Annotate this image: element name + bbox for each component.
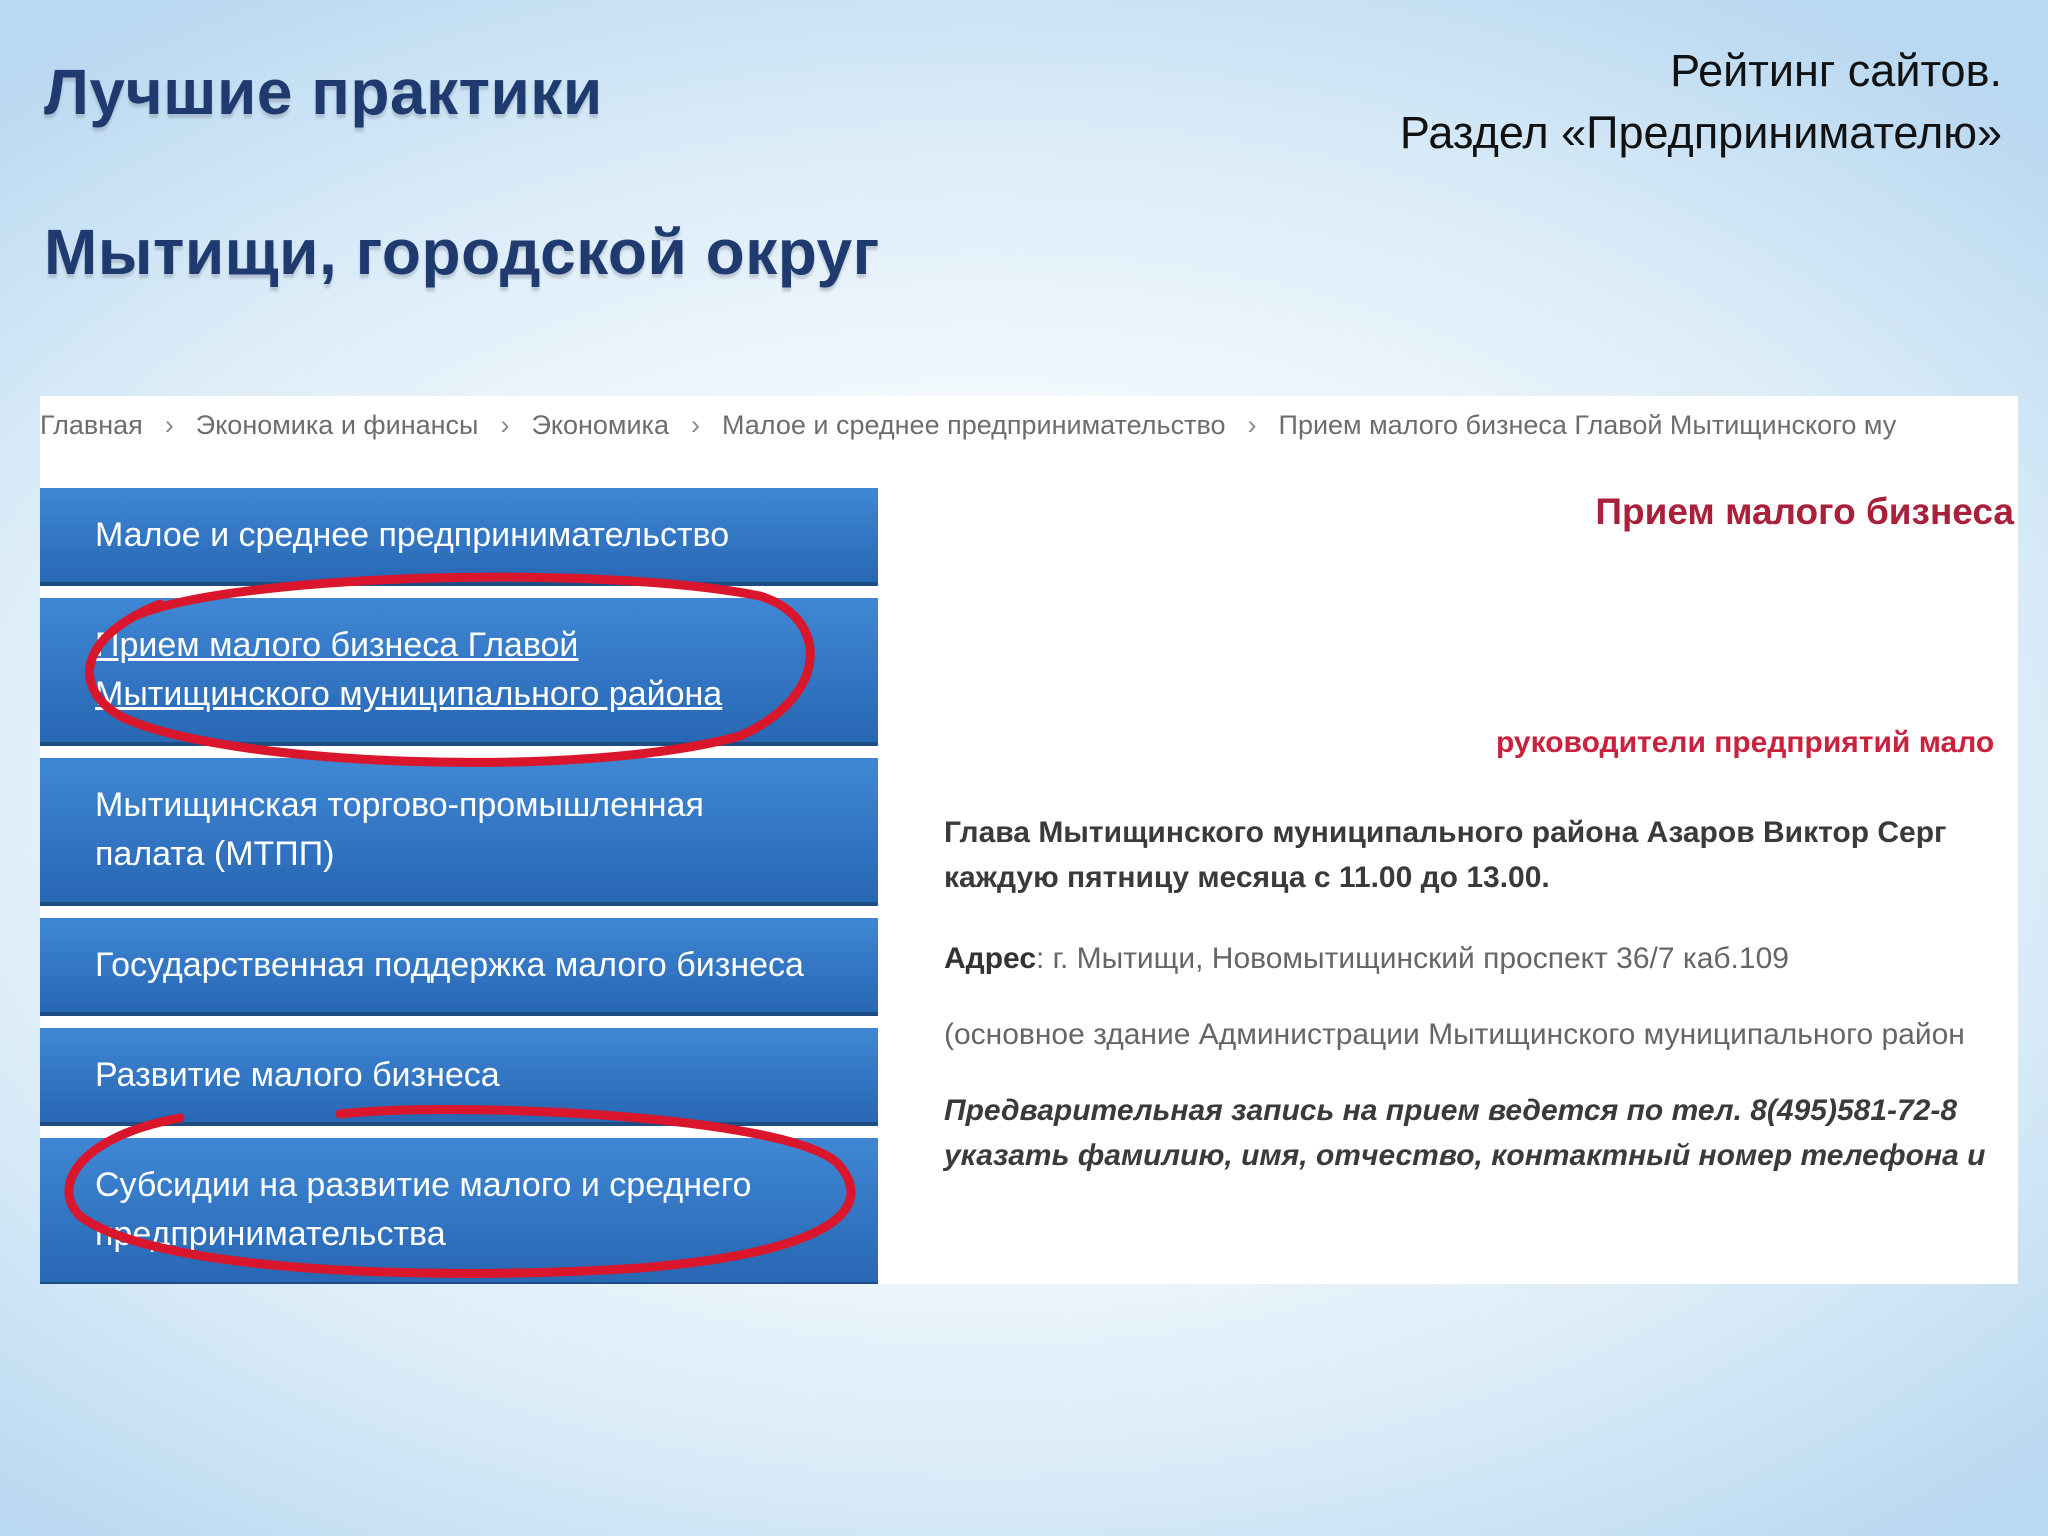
breadcrumb-home[interactable]: Главная	[40, 410, 143, 440]
chevron-right-icon: ›	[164, 410, 174, 440]
sidebar-item-label: Мытищинская торгово-промышленная	[95, 786, 704, 824]
breadcrumb-economy[interactable]: Экономика	[531, 410, 669, 440]
sidebar-menu	[40, 488, 878, 1284]
rating-caption	[1400, 40, 2002, 164]
sidebar-item-label: предпринимательства	[95, 1215, 446, 1253]
sidebar-item-label: Развитие малого бизнеса	[95, 1055, 500, 1094]
address-label: Адрес	[944, 942, 1037, 975]
sidebar-item-small-medium-business[interactable]	[40, 488, 878, 586]
head-info-line: каждую пятницу месяца с 11.00 до 13.00.	[944, 861, 1550, 894]
sidebar-item-label: палата (МТПП)	[95, 835, 335, 873]
slide-title: Лучшие практики	[44, 56, 603, 128]
rating-line-1: Рейтинг сайтов.	[1670, 45, 2002, 96]
content-subtitle: руководители предприятий мало	[1496, 726, 1995, 759]
sidebar-item-state-support[interactable]	[40, 918, 878, 1016]
chevron-right-icon: ›	[1247, 410, 1257, 440]
sidebar-item-label: Государственная поддержка малого бизнеса	[95, 945, 804, 984]
address-text: : г. Мытищи, Новомытищинский проспект 36/7 каб.109	[1036, 942, 1789, 975]
rating-line-2: Раздел «Предпринимателю»	[1399, 107, 2002, 158]
address	[944, 936, 1789, 981]
slide-subtitle: Мытищи, городской округ	[44, 216, 880, 288]
head-info-line: Глава Мытищинского муниципального района Азаров Виктор Серг	[944, 816, 1947, 849]
chevron-right-icon: ›	[500, 410, 510, 440]
content-title: Прием малого бизнеса	[1595, 491, 2014, 532]
appointment-info	[944, 1088, 1985, 1178]
breadcrumb-small-business[interactable]: Малое и среднее предпринимательство	[721, 410, 1226, 440]
sidebar-item-chamber-of-commerce[interactable]	[40, 758, 878, 906]
website-screenshot	[40, 396, 2018, 1284]
appointment-line: указать фамилию, имя, отчество, контактный номер телефона и	[944, 1139, 1986, 1172]
breadcrumb-current: Прием малого бизнеса Главой Мытищинского му	[1278, 410, 1897, 440]
sidebar-item-label: Малое и среднее предпринимательство	[95, 515, 730, 554]
sidebar-item-label: Мытищинского муниципального района	[95, 675, 723, 713]
sidebar-item-business-development[interactable]	[40, 1028, 878, 1126]
head-info	[944, 810, 1947, 900]
main-content	[940, 396, 2018, 1284]
breadcrumb-economy-finance[interactable]: Экономика и финансы	[195, 410, 479, 440]
appointment-line: Предварительная запись на прием ведется по тел. 8(495)581-72-8	[944, 1094, 1958, 1127]
sidebar-item-business-reception[interactable]	[40, 598, 878, 746]
sidebar-item-label: Субсидии на развитие малого и среднего	[95, 1166, 752, 1204]
building-note: (основное здание Администрации Мытищинского муниципального район	[944, 1018, 1965, 1051]
sidebar-item-label: Прием малого бизнеса Главой	[95, 626, 579, 664]
sidebar-item-subsidies[interactable]	[40, 1138, 878, 1284]
chevron-right-icon: ›	[690, 410, 700, 440]
